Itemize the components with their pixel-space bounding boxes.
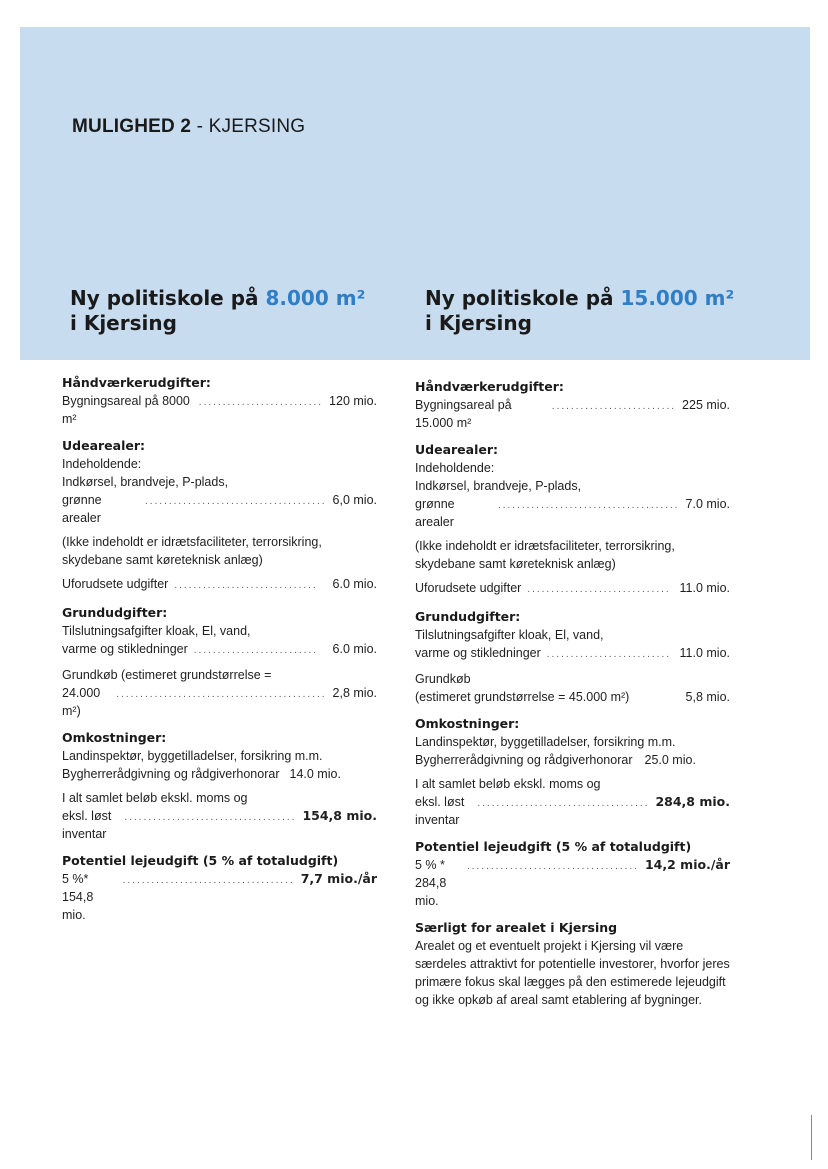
right-handvaerker-title: Håndværkerudgifter: [415, 379, 564, 394]
left-gronne-row [62, 491, 377, 527]
right-grundkob-row [415, 688, 730, 706]
right-saerligt-title: Særligt for arealet i Kjersing [415, 920, 618, 935]
dot-leader: .......................... [546, 649, 672, 660]
right-tilslut-row [415, 644, 730, 664]
right-samlet-line1: I alt samlet beløb ekskl. moms og [415, 777, 601, 791]
right-grundkob-value: 5,8 mio. [685, 690, 730, 704]
left-heading-text: Ny politiskole på [70, 286, 266, 310]
left-tilslut-value: 6.0 mio. [332, 642, 377, 656]
right-indkorsel: Indkørsel, brandveje, P-plads, [415, 479, 582, 493]
left-gronne-label: grønne arealer [62, 493, 102, 525]
right-tilslut-label: varme og stikledninger [415, 646, 541, 660]
left-tilslut-label: varme og stikledninger [62, 642, 188, 656]
right-bygherre-value: 25.0 mio. [644, 753, 696, 767]
right-leje-title: Potentiel lejeudgift (5 % af totaludgift) [415, 839, 692, 854]
dot-leader: .......................... [551, 401, 677, 412]
right-ikke-line1: (Ikke indeholdt er idrætsfaciliteter, terrorsikring, [415, 539, 675, 553]
left-landinsp: Landinspektør, byggetilladelser, forsikring m.m. [62, 749, 323, 763]
dot-leader: .................................... [477, 798, 650, 809]
page-title [72, 116, 305, 138]
left-bygningsareal-value: 120 mio. [329, 394, 377, 408]
dot-leader: .............................. [527, 584, 671, 595]
left-gronne-value: 6,0 mio. [332, 493, 377, 507]
left-tilslut-line1: Tilslutningsafgifter kloak, El, vand, [62, 624, 251, 638]
right-gronne-value: 7.0 mio. [685, 497, 730, 511]
left-grundkob-row [62, 684, 377, 720]
left-bygherre-label: Bygherrerådgivning og rådgiverhonorar [62, 767, 280, 781]
left-bygningsareal-row [62, 392, 377, 428]
left-column [62, 374, 377, 924]
left-udearealer-title: Udearealer: [62, 438, 146, 453]
left-samlet-line1: I alt samlet beløb ekskl. moms og [62, 791, 248, 805]
left-uforudsete-value: 6.0 mio. [332, 577, 377, 591]
left-ikke-line2: skydebane samt køreteknisk anlæg) [62, 553, 263, 567]
right-heading [425, 286, 734, 336]
left-samlet-value: 154,8 mio. [302, 808, 377, 823]
right-ikke-line2: skydebane samt køreteknisk anlæg) [415, 557, 616, 571]
left-ikke-line1: (Ikke indeholdt er idrætsfaciliteter, terrorsikring, [62, 535, 322, 549]
right-gronne-row [415, 495, 730, 531]
left-heading-location: i Kjersing [70, 311, 177, 335]
right-leje-value: 14,2 mio./år [644, 857, 730, 872]
right-grundkob-label: (estimeret grundstørrelse = 45.000 m²) [415, 690, 630, 704]
left-leje-value: 7,7 mio./år [300, 871, 377, 886]
right-indeholdende: Indeholdende: [415, 461, 495, 475]
dot-leader: .................................... [466, 861, 639, 872]
right-heading-location: i Kjersing [425, 311, 532, 335]
right-heading-text: Ny politiskole på [425, 286, 621, 310]
left-samlet-label: eksl. løst inventar [62, 809, 112, 841]
right-leje-label: 5 % * 284,8 mio. [415, 858, 447, 908]
right-tilslut-value: 11.0 mio. [679, 646, 730, 660]
right-bygningsareal-row [415, 396, 730, 432]
right-uforudsete-label: Uforudsete udgifter [415, 581, 522, 595]
dot-leader: ...................................... [144, 496, 327, 507]
left-bygningsareal-label: Bygningsareal på 8000 m² [62, 394, 190, 426]
dot-leader: .......................... [198, 397, 324, 408]
left-heading [70, 286, 365, 336]
dot-leader: .............................. [174, 580, 318, 591]
right-samlet-value: 284,8 mio. [655, 794, 730, 809]
dot-leader: .......................... [193, 645, 319, 656]
left-grund-title: Grundudgifter: [62, 605, 168, 620]
right-samlet-row [415, 793, 730, 829]
right-bygherre-row [415, 751, 730, 769]
right-saerligt-text: Arealet og et eventuelt projekt i Kjersing vil være særdeles attraktivt for potentielle investorer, hvorfor jeres primære fokus skal lægges på den estimerede lejeudgift og ikke opkøb af areal samt etablering af bygninger. [415, 939, 730, 1007]
left-tilslut-row [62, 640, 377, 660]
left-grundkob-line1: Grundkøb (estimeret grundstørrelse = [62, 668, 272, 682]
right-udearealer-title: Udearealer: [415, 442, 499, 457]
dot-leader: ...................................... [497, 500, 680, 511]
right-bygherre-label: Bygherrerådgivning og rådgiverhonorar [415, 753, 633, 767]
left-grundkob-label: 24.000 m²) [62, 686, 101, 718]
right-omk-title: Omkostninger: [415, 716, 520, 731]
right-gronne-label: grønne arealer [415, 497, 455, 529]
right-uforudsete-value: 11.0 mio. [679, 581, 730, 595]
right-samlet-label: eksl. løst inventar [415, 795, 465, 827]
right-grundkob-line1: Grundkøb [415, 672, 471, 686]
left-uforudsete-row [62, 575, 377, 595]
left-leje-label: 5 %* 154,8 mio. [62, 872, 94, 922]
right-tilslut-line1: Tilslutningsafgifter kloak, El, vand, [415, 628, 604, 642]
right-bygningsareal-label: Bygningsareal på 15.000 m² [415, 398, 512, 430]
left-grundkob-value: 2,8 mio. [332, 686, 377, 700]
left-leje-title: Potentiel lejeudgift (5 % af totaludgift) [62, 853, 339, 868]
page-title-rest: - KJERSING [191, 116, 306, 137]
right-heading-area: 15.000 m² [620, 286, 735, 310]
right-grund-title: Grundudgifter: [415, 609, 521, 624]
left-leje-row [62, 870, 377, 924]
dot-leader: .................................... [122, 875, 295, 886]
left-uforudsete-label: Uforudsete udgifter [62, 577, 169, 591]
left-bygherre-row [62, 765, 377, 783]
edge-line [811, 1115, 812, 1160]
right-column [415, 378, 730, 1009]
page-title-bold: MULIGHED 2 [72, 116, 192, 137]
right-bygningsareal-value: 225 mio. [682, 398, 730, 412]
left-indeholdende: Indeholdende: [62, 457, 142, 471]
dot-leader: .................................... [124, 812, 297, 823]
left-omk-title: Omkostninger: [62, 730, 167, 745]
right-leje-row [415, 856, 730, 910]
left-handvaerker-title: Håndværkerudgifter: [62, 375, 211, 390]
left-bygherre-value: 14.0 mio. [289, 767, 341, 781]
left-indkorsel: Indkørsel, brandveje, P-plads, [62, 475, 229, 489]
left-heading-area: 8.000 m² [265, 286, 366, 310]
right-landinsp: Landinspektør, byggetilladelser, forsikring m.m. [415, 735, 676, 749]
right-uforudsete-row [415, 579, 730, 599]
dot-leader: ............................................ [116, 689, 327, 700]
left-samlet-row [62, 807, 377, 843]
